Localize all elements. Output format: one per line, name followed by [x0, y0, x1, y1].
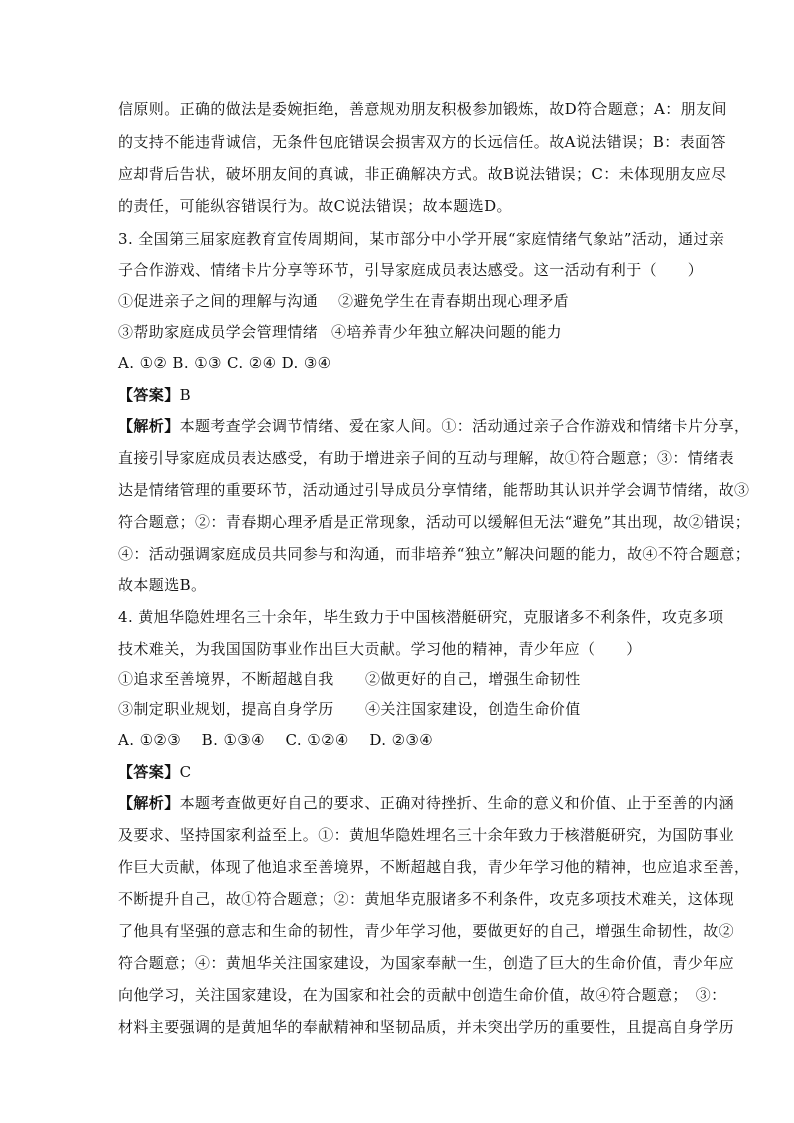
q3-option-3: ③帮助家庭成员学会管理情绪 [118, 323, 319, 341]
q3-analysis-line: 故本题选B。 [118, 576, 207, 594]
q3-option-4: ④培养青少年独立解决问题的能力 [331, 323, 563, 341]
q4-option-2: ②做更好的自己，增强生命韧性 [365, 670, 581, 688]
q3-analysis-line: ④：活动强调家庭成员共同参与和沟通，而非培养“独立”解决问题的能力，故④不符合题意； [118, 545, 751, 563]
text-line: 的支持不能违背诚信，无条件包庇错误会损害双方的长远信任。故A说法错误；B：表面答 [118, 133, 726, 151]
q3-choices: A. ①② B. ①③ C. ②④ D. ③④ [118, 354, 332, 372]
q4-analysis-line: 作巨大贡献，体现了他追求至善境界，不断超越自我，青少年学习他的精神，也应追求至善， [118, 858, 750, 876]
q3-answer [118, 384, 191, 406]
q3-analysis-line: 直接引导家庭成员表达感受，有助于增进亲子间的互动与理解，故①符合题意；③：情绪表 [118, 449, 735, 467]
q4-option-3: ③制定职业规划，提高自身学历 [118, 700, 334, 718]
q4-analysis-line: 向他学习，关注国家建设，在为国家和社会的贡献中创造生命价值，故④符合题意； ③： [118, 986, 727, 1004]
text-line: 信原则。正确的做法是委婉拒绝，善意规劝朋友积极参加锻炼，故D符合题意；A：朋友间 [118, 100, 727, 118]
q4-answer [118, 761, 192, 783]
q4-option-4: ④关注国家建设，创造生命价值 [365, 700, 581, 718]
q4-analysis-line: 了他具有坚强的意志和生命的韧性，青少年学习他，要做更好的自己，增强生命韧性，故② [118, 922, 735, 940]
q3-analysis-line: 达是情绪管理的重要环节，活动通过引导成员分享情绪，能帮助其认识并学会调节情绪，故③ [118, 481, 750, 499]
q4-analysis-line: 及要求、坚持国家利益至上。①：黄旭华隐姓埋名三十余年致力于核潜艇研究，为国防事业 [118, 826, 735, 844]
q3-option-1: ①促进亲子之间的理解与沟通 [118, 292, 319, 310]
q4-analysis-line: 材料主要强调的是黄旭华的奉献精神和坚韧品质，并未突出学历的重要性，且提高自身学历 [118, 1018, 735, 1036]
text-line: 的责任，可能纵容错误行为。故C说法错误；故本题选D。 [118, 197, 512, 215]
q4-option-1: ①追求至善境界，不断超越自我 [118, 670, 334, 688]
q3-analysis-line: 符合题意；②：青春期心理矛盾是正常现象，活动可以缓解但无法“避免”其出现，故②错误； [118, 513, 751, 531]
answer-value: C [179, 763, 192, 781]
question-4-stem: 4. 黄旭华隐姓埋名三十余年，毕生致力于中国核潜艇研究，克服诸多不利条件，攻克多项 [118, 608, 724, 626]
analysis-label: 【解析】 [118, 417, 180, 435]
question-4-stem: 技术难关，为我国国防事业作出巨大贡献。学习他的精神，青少年应（ ） [118, 640, 642, 658]
q3-option-2: ②避免学生在青春期出现心理矛盾 [338, 292, 570, 310]
answer-label: 【答案】 [118, 763, 180, 781]
answer-value: B [179, 386, 192, 404]
analysis-label: 【解析】 [118, 794, 180, 812]
answer-label: 【答案】 [118, 386, 180, 404]
q4-analysis-line: 不断提升自己，故①符合题意；②：黄旭华克服诸多不利条件，攻克多项技术难关，这体现 [118, 890, 735, 908]
q4-analysis-line: 符合题意；④：黄旭华关注国家建设，为国家奉献一生，创造了巨大的生命价值，青少年应 [118, 954, 735, 972]
question-3-stem: 3. 全国第三届家庭教育宣传周期间，某市部分中小学开展“家庭情绪气象站”活动，通过亲 [118, 230, 725, 248]
question-3-stem: 子合作游戏、情绪卡片分享等环节，引导家庭成员表达感受。这一活动有利于（ ） [118, 261, 704, 279]
q3-analysis-line: 【解析】本题考查学会调节情绪、爱在家人间。①：活动通过亲子合作游戏和情绪卡片分享， [118, 417, 750, 435]
text-line: 应却背后告状，破坏朋友间的真诚，非正确解决方式。故B说法错误；C：未体现朋友应尽 [118, 165, 727, 183]
q4-choices: A. ①②③ B. ①③④ C. ①②④ D. ②③④ [118, 731, 434, 749]
q4-analysis-line: 【解析】本题考查做更好自己的要求、正确对待挫折、生命的意义和价值、止于至善的内涵 [118, 794, 735, 812]
